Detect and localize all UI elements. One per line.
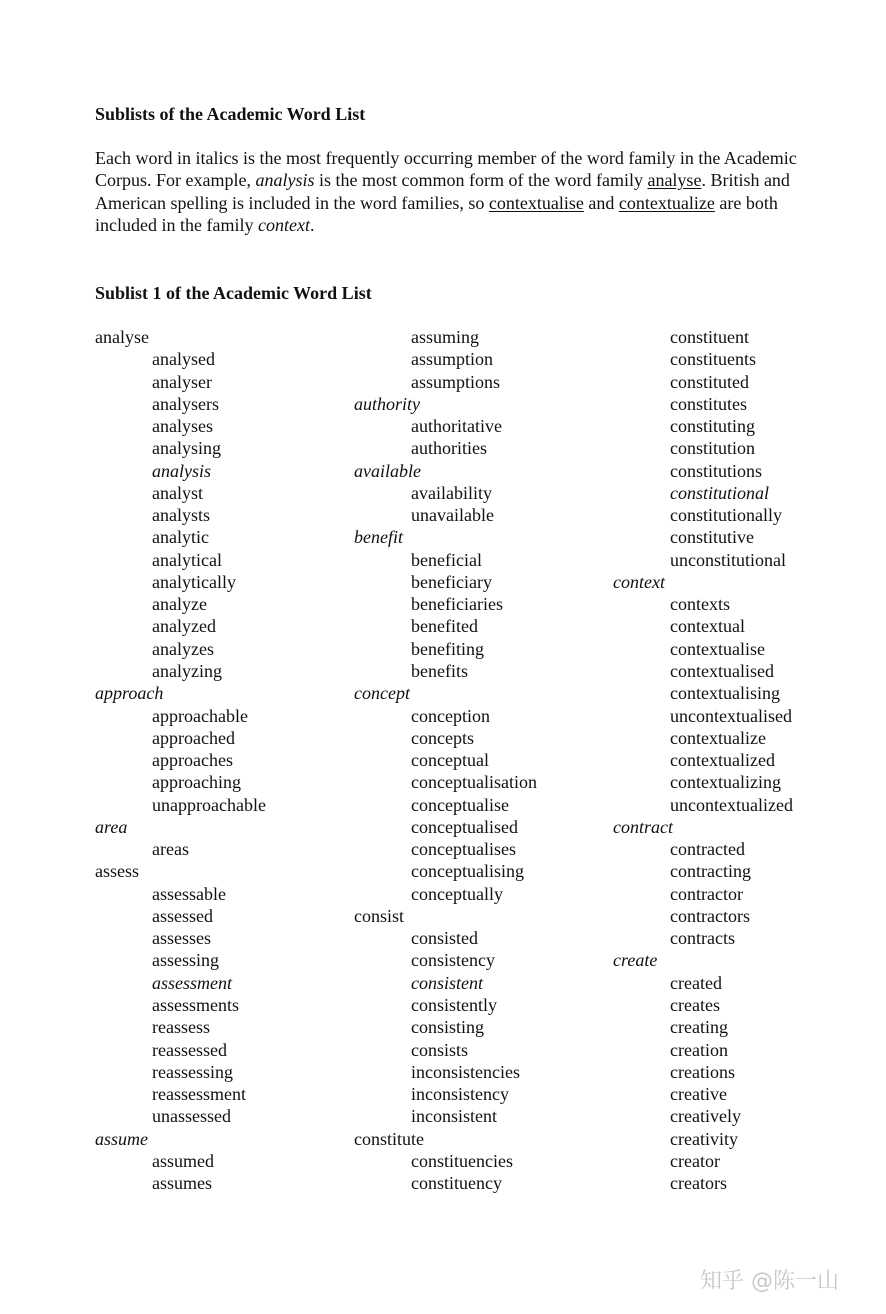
family-member: contextualize [670,727,766,748]
family-member: analyzes [152,638,214,659]
family-member: creatively [670,1106,741,1127]
family-member: assessment [152,972,232,993]
family-member: conceptual [411,750,489,771]
family-member: constitutionally [670,505,782,526]
family-member: concepts [411,727,474,748]
family-member: conceptualisation [411,772,537,793]
headword: assess [95,861,139,882]
family-member: analyzing [152,660,222,681]
family-member: contextual [670,616,745,637]
family-member: inconsistency [411,1084,509,1105]
family-member: conception [411,705,490,726]
family-member: constituent [670,327,749,347]
family-member: creators [670,1173,727,1194]
sublist-title: Sublist 1 of the Academic Word List [95,283,372,303]
family-member: beneficiaries [411,594,503,615]
family-member: reassessed [152,1039,227,1060]
family-member: creating [670,1017,728,1038]
headword: authority [354,393,420,414]
family-member: assessable [152,883,226,904]
family-member: assessments [152,994,239,1015]
family-member: contextualising [670,683,780,704]
family-member: areas [152,839,189,860]
intro-italic-analysis: analysis [255,170,315,191]
family-member: contracted [670,839,745,860]
family-member: unconstitutional [670,549,786,570]
family-member: consisted [411,928,478,949]
family-member: analysts [152,505,210,526]
family-member: analyze [152,594,207,615]
document-title: Sublists of the Academic Word List [95,104,366,124]
family-member: contracting [670,861,751,882]
intro-underline-contextualize: contextualize [618,192,715,213]
family-member: assessed [152,905,213,926]
family-member: creates [670,994,720,1015]
family-member: contextualise [670,638,765,659]
family-member: consistently [411,994,497,1015]
intro-text-6: . [309,214,315,235]
family-member: conceptualise [411,794,509,815]
intro-paragraph [95,147,815,236]
family-member: beneficiary [411,571,492,592]
family-member: unapproachable [152,794,266,815]
family-member: analyzed [152,616,216,637]
family-member: creations [670,1061,735,1082]
family-member: approaching [152,772,241,793]
family-member: reassess [152,1017,210,1038]
family-member: contextualized [670,750,775,771]
headword: area [95,816,128,837]
family-member: analyst [152,482,203,503]
family-member: authoritative [411,416,502,437]
family-member: constituents [670,349,756,370]
family-member: assessing [152,950,219,971]
family-member: contextualizing [670,772,781,793]
family-member: constitutes [670,393,747,414]
family-member: consists [411,1039,469,1060]
headword: context [613,571,665,592]
family-member: conceptually [411,883,503,904]
family-member: assumes [152,1173,212,1194]
family-member: consisting [411,1017,485,1038]
family-member: constitutive [670,527,754,548]
family-member: contractors [670,905,750,926]
headword: consist [354,905,405,926]
family-member: contexts [670,594,730,615]
family-member: consistency [411,950,495,971]
family-member: analysers [152,393,219,414]
family-member: contractor [670,883,743,904]
headword: assume [95,1128,148,1149]
family-member: contextualised [670,660,774,681]
intro-text-2: is the most common form of the word family [314,170,648,191]
family-member: assuming [411,327,480,347]
family-member: conceptualising [411,861,524,882]
family-member: constitutional [670,482,769,503]
family-member: reassessing [152,1061,233,1082]
family-member: assumption [411,349,494,370]
family-member: authorities [411,438,487,459]
headword: contract [613,816,673,837]
headword: approach [95,683,164,704]
family-member: analysing [152,438,221,459]
family-member: constitutions [670,460,763,481]
family-member: conceptualised [411,816,518,837]
family-member: analytical [152,549,222,570]
family-member: creativity [670,1128,738,1149]
family-member: constitution [670,438,755,459]
family-member: unavailable [411,505,494,526]
family-member: constituencies [411,1150,513,1171]
family-member: benefits [411,660,468,681]
family-member: creative [670,1084,727,1105]
family-member: approachable [152,705,248,726]
intro-text-1: Each word in italics is the most frequently occurring member of the word family in the Academic Corpus. For example, [95,148,797,191]
family-member: analysed [152,349,215,370]
family-member: approaches [152,750,233,771]
intro-text-3: . British and American spelling is included in the word families, so [95,170,790,213]
family-member: benefited [411,616,478,637]
family-member: beneficial [411,549,482,570]
headword: concept [354,683,410,704]
family-member: analyses [152,416,213,437]
family-member: uncontextualized [670,794,793,815]
family-member: constituted [670,371,749,392]
family-member: approached [152,727,235,748]
headword: constitute [354,1128,424,1149]
intro-text-5: are both included in the family [95,192,778,235]
family-member: assumed [152,1150,214,1171]
watermark: 知乎 @陈一山 [700,1269,839,1294]
family-member: reassessment [152,1084,246,1105]
family-member: assumptions [411,371,501,392]
intro-text-4: and [583,192,619,213]
family-member: constituency [411,1173,502,1194]
word-column-1 [95,326,266,1194]
family-member: uncontextualised [670,705,792,726]
family-member: analyser [152,371,212,392]
family-member: conceptualises [411,839,516,860]
family-member: constituting [670,416,755,437]
intro-underline-analyse: analyse [647,170,702,191]
family-member: assesses [152,928,211,949]
family-member: consistent [411,972,483,993]
family-member: analysis [152,460,212,481]
word-column-3 [613,326,793,1194]
family-member: inconsistencies [411,1061,520,1082]
intro-underline-contextualise: contextualise [488,192,584,213]
headword: available [354,460,421,481]
family-member: benefiting [411,638,484,659]
word-column-2 [354,326,537,1194]
headword: analyse [95,327,149,347]
family-member: inconsistent [411,1106,497,1127]
family-member: unassessed [152,1106,231,1127]
headword: benefit [354,527,403,548]
headword: create [613,950,658,971]
family-member: creation [670,1039,728,1060]
family-member: availability [411,482,492,503]
family-member: contracts [670,928,735,949]
family-member: created [670,972,722,993]
intro-italic-context: context [257,214,310,235]
family-member: creator [670,1150,720,1171]
family-member: analytically [152,571,236,592]
family-member: analytic [152,527,209,548]
